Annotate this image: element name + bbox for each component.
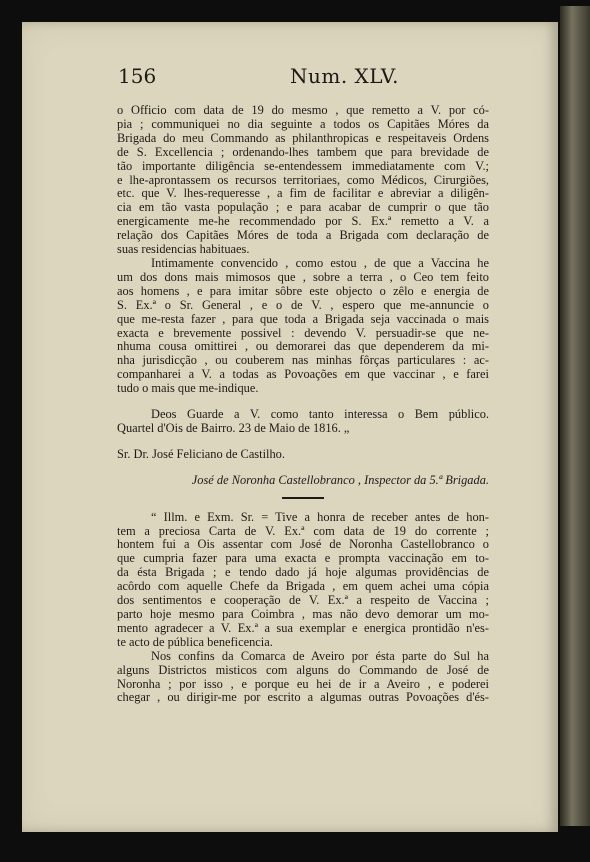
text-line: te acto de pública beneficencia.	[117, 635, 273, 649]
section-divider	[282, 497, 324, 499]
text-line: que me-resta fazer , para que toda a Brigada seja vaccinada o mais	[117, 312, 489, 326]
text-line: pia ; communiquei no dia seguinte a todos os Capitães Móres da	[117, 117, 489, 131]
text-line: mento agradecer a V. Ex.ª a sua exemplar e energica prontidão n'es-	[117, 621, 489, 635]
text-line: Deos Guarde a V. como tanto interessa o Bem público.	[151, 408, 489, 422]
text-line: aos homens , e para imitar sôbre este objecto o zêlo e energia de	[117, 284, 489, 298]
text-line: relação dos Capitães Móres de toda a Brigada com declaração de	[117, 229, 489, 243]
text-line: da ésta Brigada ; e tendo dado já hoje algumas providências de	[117, 566, 489, 580]
text-line: energicamente me-he recommendado por S. Ex.ª remetto a V. a	[117, 215, 489, 229]
document-number-title: Num. XLV.	[290, 64, 400, 88]
page-number: 156	[118, 64, 157, 88]
text-line: Nos confins da Comarca de Aveiro por ésta parte do Sul ha	[151, 649, 489, 663]
text-line: suas residencias habituaes.	[117, 243, 250, 257]
text-line: cia em tão vasta população ; e para acabar de cumprir o que tão	[117, 201, 489, 215]
text-line: “ Illm. e Exm. Sr. = Tive a honra de receber antes de hon-	[151, 510, 489, 524]
text-line: exacta e brevemente possivel : devendo V. persuadir-se que ne-	[117, 326, 489, 340]
text-line: parto hoje mesmo para Coimbra , mas não devo demorar um mo-	[117, 608, 489, 621]
text-line: e lhe-aprontassem os recursos territoriaes, como Médicos, Cirurgiões,	[117, 173, 489, 187]
page-header	[118, 64, 500, 94]
book-page-edge	[560, 6, 590, 826]
paragraph-3	[117, 511, 489, 650]
paragraph-2	[117, 257, 489, 396]
text-line: chegar , ou dirigir-me por escrito a algumas outras Povoações d'és-	[117, 691, 489, 705]
text-line: hontem fui a Ois assentar com José de Noronha Castellobranco o	[117, 538, 489, 552]
addressee: Sr. Dr. José Feliciano de Castilho.	[117, 447, 285, 461]
text-line: um dos dons mais mimosos que , sobre a terra , o Ceo tem feito	[117, 270, 489, 284]
text-line: alguns Districtos misticos com alguns do Commando de José de	[117, 663, 489, 677]
text-line: nha jurisdicção , ou couberem nas minhas fôrças particulares : ac-	[117, 354, 489, 368]
text-line: Quartel d'Ois de Bairro. 23 de Maio de 1816. „	[117, 421, 350, 435]
text-line: Intimamente convencido , como estou , de que a Vaccina he	[151, 256, 489, 270]
text-line: nhuma cousa omittirei , ou demorarei das que dependerem da mi-	[117, 340, 489, 354]
text-line: Brigada do meu Commando as philanthropicas e respeitaveis Ordens	[117, 131, 489, 145]
text-line: dos sentimentos e cooperação de V. Ex.ª a respeito de Vaccina ;	[117, 594, 489, 608]
paragraph-1	[117, 104, 489, 257]
text-line: companharei a V. a todas as Povoações em que vaccinar , e farei	[117, 368, 489, 382]
text-line: tudo o mais que me-indique.	[117, 382, 259, 396]
text-line: acôrdo com aquelle Chefe da Brigada , em quem achei uma cópia	[117, 580, 489, 594]
signature: José de Noronha Castellobranco , Inspector da 5.ª Brigada.	[191, 473, 489, 487]
text-line: S. Ex.ª o Sr. General , e o de V. , espero que me-annuncie o	[117, 298, 489, 312]
closing-formula	[117, 408, 489, 436]
text-line: Noronha ; por isso , e porque eu hei de ir a Aveiro , e poderei	[117, 677, 489, 691]
text-line: tem a preciosa Carta de V. Ex.ª com data de 19 do corrente ;	[117, 524, 489, 538]
text-line: etc. que V. lhes-requeresse , a fim de facilitar e abreviar a diligên-	[117, 187, 489, 201]
text-line: que cumpria fazer para uma exacta e prompta vaccinação em to-	[117, 552, 489, 566]
text-line: de S. Excellencia ; ordenando-lhes tambem que para brevidade de	[117, 145, 489, 159]
text-line: o Officio com data de 19 do mesmo , que remetto a V. por có-	[117, 104, 489, 117]
paragraph-4	[117, 650, 489, 706]
letter-text	[117, 104, 489, 705]
text-line: tão importante diligência se-entendessem immediatamente com V.;	[117, 159, 489, 173]
